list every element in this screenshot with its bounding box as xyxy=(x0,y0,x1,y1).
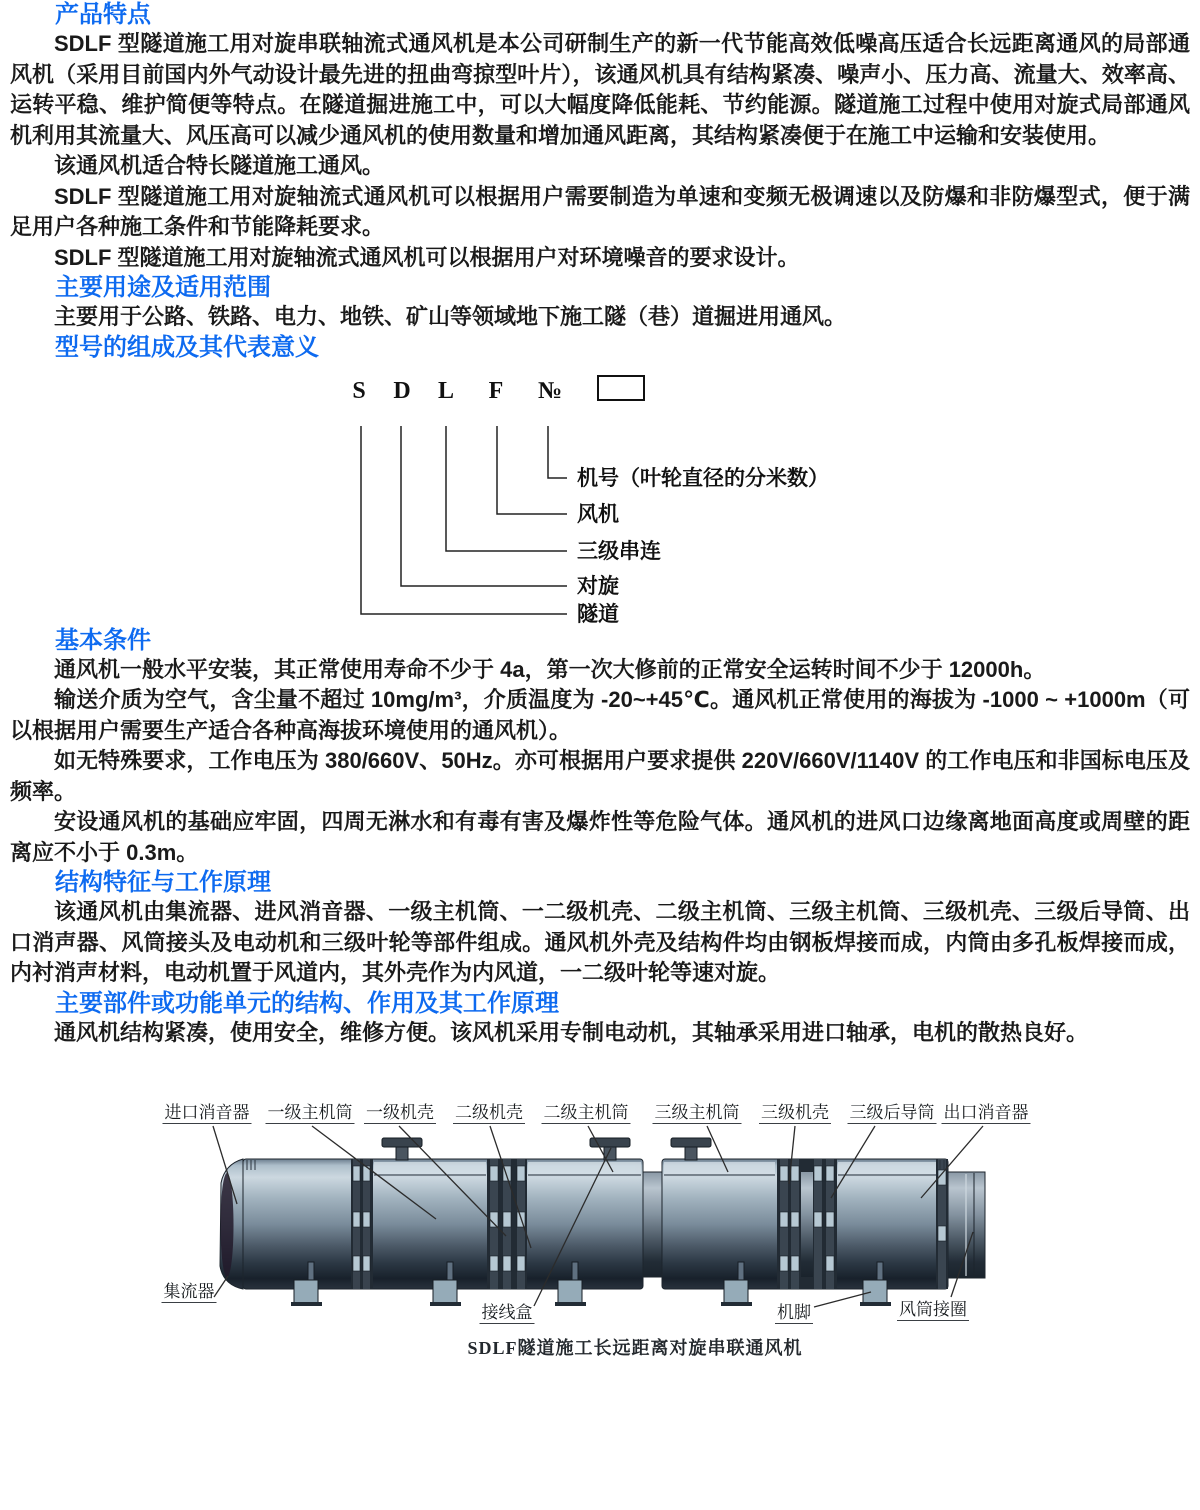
paragraph: 安设通风机的基础应牢固，四周无淋水和有毒有害及爆炸性等危险气体。通风机的进风口边缘离地面高度或周壁的距离应不小于 0.3m。 xyxy=(10,809,1190,865)
section-heading-basic-conditions: 基本条件 xyxy=(55,626,151,654)
figure-caption: SDLF隧道施工长远距离对旋串联通风机 xyxy=(467,1338,803,1358)
part-label-stage1-casing: 一级机壳 xyxy=(366,1103,434,1122)
part-label-junction-box: 接线盒 xyxy=(481,1303,533,1322)
model-letter-f: F xyxy=(488,377,504,404)
part-label-rear-guide-tube: 三级后导筒 xyxy=(849,1103,935,1122)
bell-throat-shadow xyxy=(221,1173,234,1277)
paragraph: SDLF 型隧道施工用对旋串联轴流式通风机是本公司研制生产的新一代节能高效低噪高压适合长远距离通风的局部通风机（采用目前国内外气动设计最先进的扭曲弯掠型叶片），该通风机具有结构紧凑、噪声小、压力高、流量大、效率高、运转平稳、维护简便等特点。在隧道掘进施工中，可以大幅度降低能耗、节约能源。隧道施工过程中使用对旋式局部通风机利用其流量大、风压高可以减少通风机的使用数量和增加通风距离，其结构紧凑便于在施工中运输和安装使用。 xyxy=(10,31,1190,148)
paragraph: SDLF 型隧道施工用对旋轴流式通风机可以根据用户对环境噪音的要求设计。 xyxy=(54,244,800,270)
paragraph: 通风机一般水平安装，其正常使用寿命不少于 4a，第一次大修前的正常安全运转时间不少于 12000h。 xyxy=(54,656,1046,682)
product-figure xyxy=(0,1086,1200,1401)
paragraph: 输送介质为空气，含尘量不超过 10mg/m³，介质温度为 -20~+45℃。通风机正常使用的海拔为 -1000 ~ +1000m（可以根据用户需要生产适合各种高海拔环境使用的通风机）。 xyxy=(10,687,1190,743)
junction-box xyxy=(382,1138,422,1160)
paragraph: 该通风机由集流器、进风消音器、一级主机筒、一二级机壳、二级主机筒、三级主机筒、三级机壳、三级后导筒、出口消声器、风筒接头及电动机和三级叶轮等部件组成。通风机外壳及结构件均由钢板焊接而成，内筒由多孔板焊接而成，内衬消声材料，电动机置于风道内，其外壳作为内风道，一二级叶轮等速对旋。 xyxy=(10,899,1190,985)
part-label-stage1-main-tube: 一级主机筒 xyxy=(267,1103,353,1122)
junction-boxes xyxy=(382,1138,711,1160)
part-label-inlet-silencer: 进口消音器 xyxy=(164,1103,250,1122)
part-label-stage3-casing: 三级机壳 xyxy=(761,1103,829,1122)
section-heading-model-composition: 型号的组成及其代表意义 xyxy=(55,333,319,361)
mid-connector xyxy=(643,1172,662,1277)
model-code-diagram xyxy=(10,362,1190,626)
model-size-box xyxy=(598,376,644,400)
model-letter-no: № xyxy=(537,377,563,404)
paragraph: 主要用于公路、铁路、电力、地铁、矿山等领域地下施工隧（巷）道掘进用通风。 xyxy=(54,304,847,329)
part-label-stage2-main-tube: 二级主机筒 xyxy=(543,1103,629,1122)
part-label-collector: 集流器 xyxy=(163,1282,215,1301)
paragraph: 如无特殊要求，工作电压为 380/660V、50Hz。亦可根据用户要求提供 220V/660V/1140V 的工作电压和非国标电压及频率。 xyxy=(10,748,1190,804)
part-label-stage3-main-tube: 三级主机筒 xyxy=(654,1103,740,1122)
model-letter-d: D xyxy=(393,377,411,404)
part-label-stage2-casing: 二级机壳 xyxy=(455,1103,523,1122)
model-meaning-counter-rotating: 对旋 xyxy=(577,573,619,598)
flange-cluster-1 xyxy=(351,1159,373,1289)
part-label-duct-ring: 风筒接圈 xyxy=(899,1300,967,1319)
part-label-outlet-silencer: 出口消音器 xyxy=(943,1103,1029,1122)
section-heading-main-parts: 主要部件或功能单元的结构、作用及其工作原理 xyxy=(55,989,559,1017)
section-heading-product-features: 产品特点 xyxy=(55,1,151,28)
model-meaning-fan: 风机 xyxy=(577,501,619,526)
paragraph: SDLF 型隧道施工用对旋轴流式通风机可以根据用户需要制造为单速和变频无极调速以及防爆和非防爆型式，便于满足用户各种施工条件和节能降耗要求。 xyxy=(10,183,1190,239)
model-code-diagram-svg xyxy=(10,362,1190,626)
model-connector-lines xyxy=(361,426,567,614)
junction-box xyxy=(671,1138,711,1160)
paragraph: 通风机结构紧凑，使用安全，维修方便。该风机采用专制电动机，其轴承采用进口轴承，电机的散热良好。 xyxy=(54,1019,1089,1045)
part-label-machine-foot: 机脚 xyxy=(777,1303,811,1322)
model-meaning-tunnel: 隧道 xyxy=(577,601,619,626)
section-heading-structure-principle: 结构特征与工作原理 xyxy=(55,869,271,896)
paragraph: 该通风机适合特长隧道施工通风。 xyxy=(54,153,385,178)
model-meaning-three-stage-series: 三级串连 xyxy=(577,538,661,563)
model-letter-s: S xyxy=(352,377,366,404)
model-letter-l: L xyxy=(437,377,455,404)
model-meaning-machine-number: 机号（叶轮直径的分米数） xyxy=(577,465,829,490)
section-heading-main-uses: 主要用途及适用范围 xyxy=(55,274,271,301)
barrel-stage-1-2 xyxy=(243,1159,643,1289)
flange-cluster-3 xyxy=(777,1159,837,1289)
